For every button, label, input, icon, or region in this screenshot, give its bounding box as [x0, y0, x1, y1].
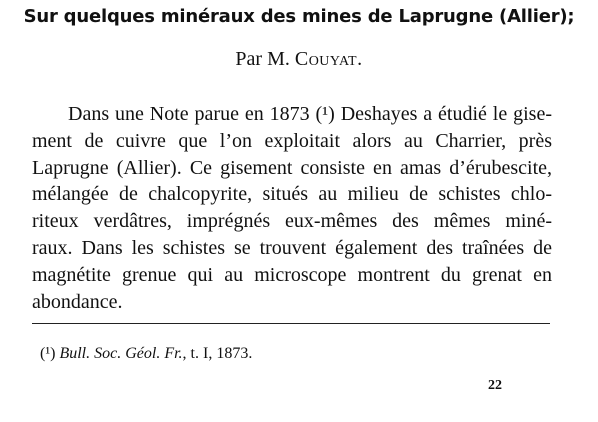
footnote: [40, 345, 252, 363]
footnote-rest: , t. I, 1873.: [182, 345, 253, 362]
author-name: Couyat.: [294, 48, 363, 70]
footnote-marker: (¹): [40, 345, 56, 362]
author-prefix: Par M.: [235, 48, 290, 70]
footnote-divider: [32, 323, 550, 324]
article-author: [0, 48, 598, 71]
body-line: mélangée de chalcopyrite, situés au milieu de schistes chlo-: [32, 183, 552, 206]
article-body: [32, 101, 552, 315]
article-title: Sur quelques minéraux des mines de Laprugne (Allier);: [23, 6, 575, 27]
body-line: raux. Dans les schistes se trouvent également des traînées de: [32, 236, 552, 259]
footnote-citation: Bull. Soc. Géol. Fr.: [59, 345, 183, 362]
body-line: magnétite grenue qui au microscope montrent du grenat en: [32, 263, 552, 286]
body-line: riteux verdâtres, imprégnés eux-mêmes des mêmes miné-: [32, 210, 552, 233]
body-line: ment de cuivre que l’on exploitait alors au Charrier, près: [32, 129, 552, 152]
body-line: Laprugne (Allier). Ce gisement consiste en amas d’érubescite,: [32, 156, 552, 179]
body-line: abondance.: [32, 290, 123, 313]
page-number: 22: [488, 378, 502, 393]
body-line: Dans une Note parue en 1873 (¹) Deshayes a étudié le gise-: [68, 103, 552, 125]
